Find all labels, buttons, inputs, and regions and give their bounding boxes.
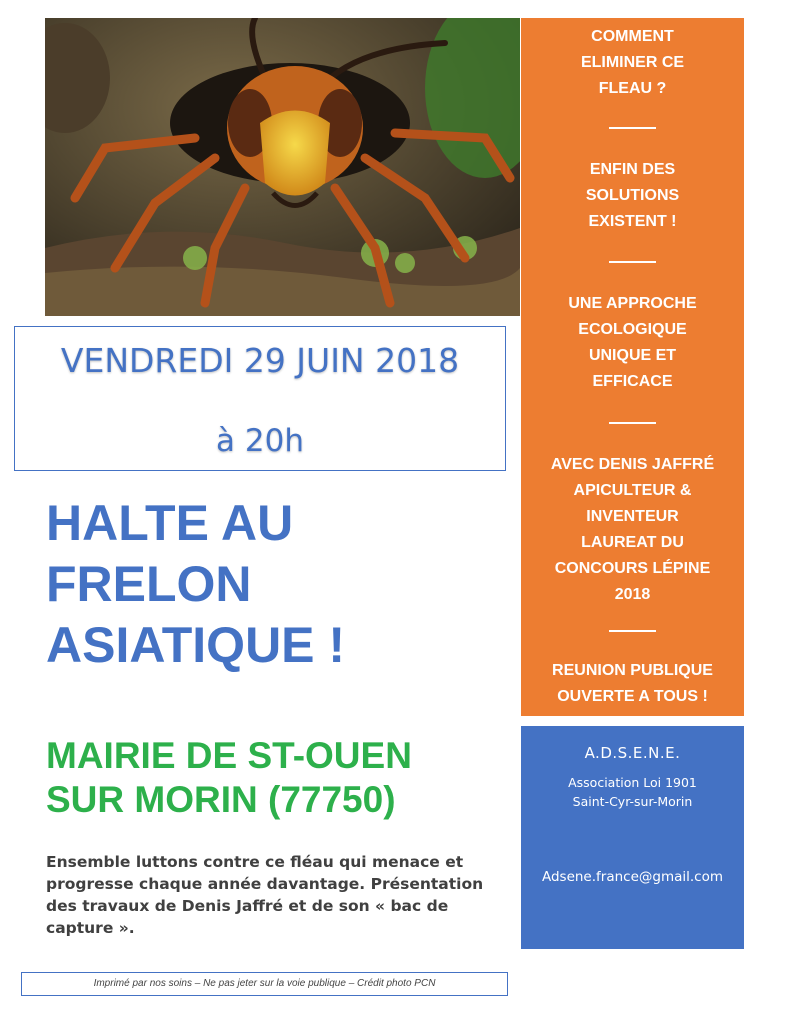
sidebar-block-public [531,658,734,710]
footer-credit: Imprimé par nos soins – Ne pas jeter sur la voie publique – Crédit photo PCN [21,972,508,996]
sidebar-line: EXISTENT ! [588,213,677,230]
sidebar-line: LAUREAT DU [581,534,684,551]
description: Ensemble luttons contre ce fléau qui menace et progresse chaque année davantage. Présentation des travaux de Denis Jaffré et de son « bac de capture ». [46,853,484,937]
event-date-box [14,326,506,471]
sidebar-line: 2018 [614,586,651,603]
sidebar-block-approach [531,291,734,395]
hornet-photo [45,18,520,316]
sidebar-line: ELIMINER CE [580,54,685,71]
sidebar-line: AVEC DENIS JAFFRÉ [550,456,715,473]
sidebar-line: INVENTEUR [586,508,679,525]
sidebar-line: CONCOURS LÉPINE [554,560,711,577]
headline-line: ASIATIQUE ! [46,617,346,673]
headline-line: HALTE AU [46,495,294,551]
venue-line: MAIRIE DE ST-OUEN [46,735,412,776]
association-name: A.D.S.E.N.E. [584,744,681,762]
event-date: VENDREDI 29 JUIN 2018 [60,341,460,380]
sidebar-line: REUNION PUBLIQUE [552,662,713,679]
sidebar-block-solutions [531,157,734,235]
sidebar-divider [609,127,656,129]
sidebar-line: UNE APPROCHE [568,295,697,312]
sidebar-line: ECOLOGIQUE [578,321,687,338]
sidebar-divider [609,422,656,424]
sidebar-line: FLEAU ? [598,80,667,97]
sidebar-divider [609,261,656,263]
sidebar-line: ENFIN DES [589,161,676,178]
headline-line: FRELON [46,556,252,612]
headline [46,493,486,676]
sidebar-orange [521,18,744,716]
association-email[interactable]: Adsene.france@gmail.com [541,869,724,885]
sidebar-line: COMMENT [591,28,674,45]
sidebar-divider [609,630,656,632]
sidebar-line: SOLUTIONS [585,187,680,204]
association-box [521,726,744,949]
association-type: Association Loi 1901 [568,775,697,790]
sidebar-line: EFFICACE [592,373,673,390]
sidebar-line: OUVERTE A TOUS ! [557,688,708,705]
sidebar-block-question [531,24,734,102]
venue-line: SUR MORIN (77750) [46,779,396,820]
sidebar-line: APICULTEUR & [573,482,692,499]
venue [46,734,506,822]
sidebar-block-speaker [531,452,734,608]
event-time: à 20h [216,423,304,459]
sidebar-line: UNIQUE ET [588,347,677,364]
association-city: Saint-Cyr-sur-Morin [572,794,693,809]
